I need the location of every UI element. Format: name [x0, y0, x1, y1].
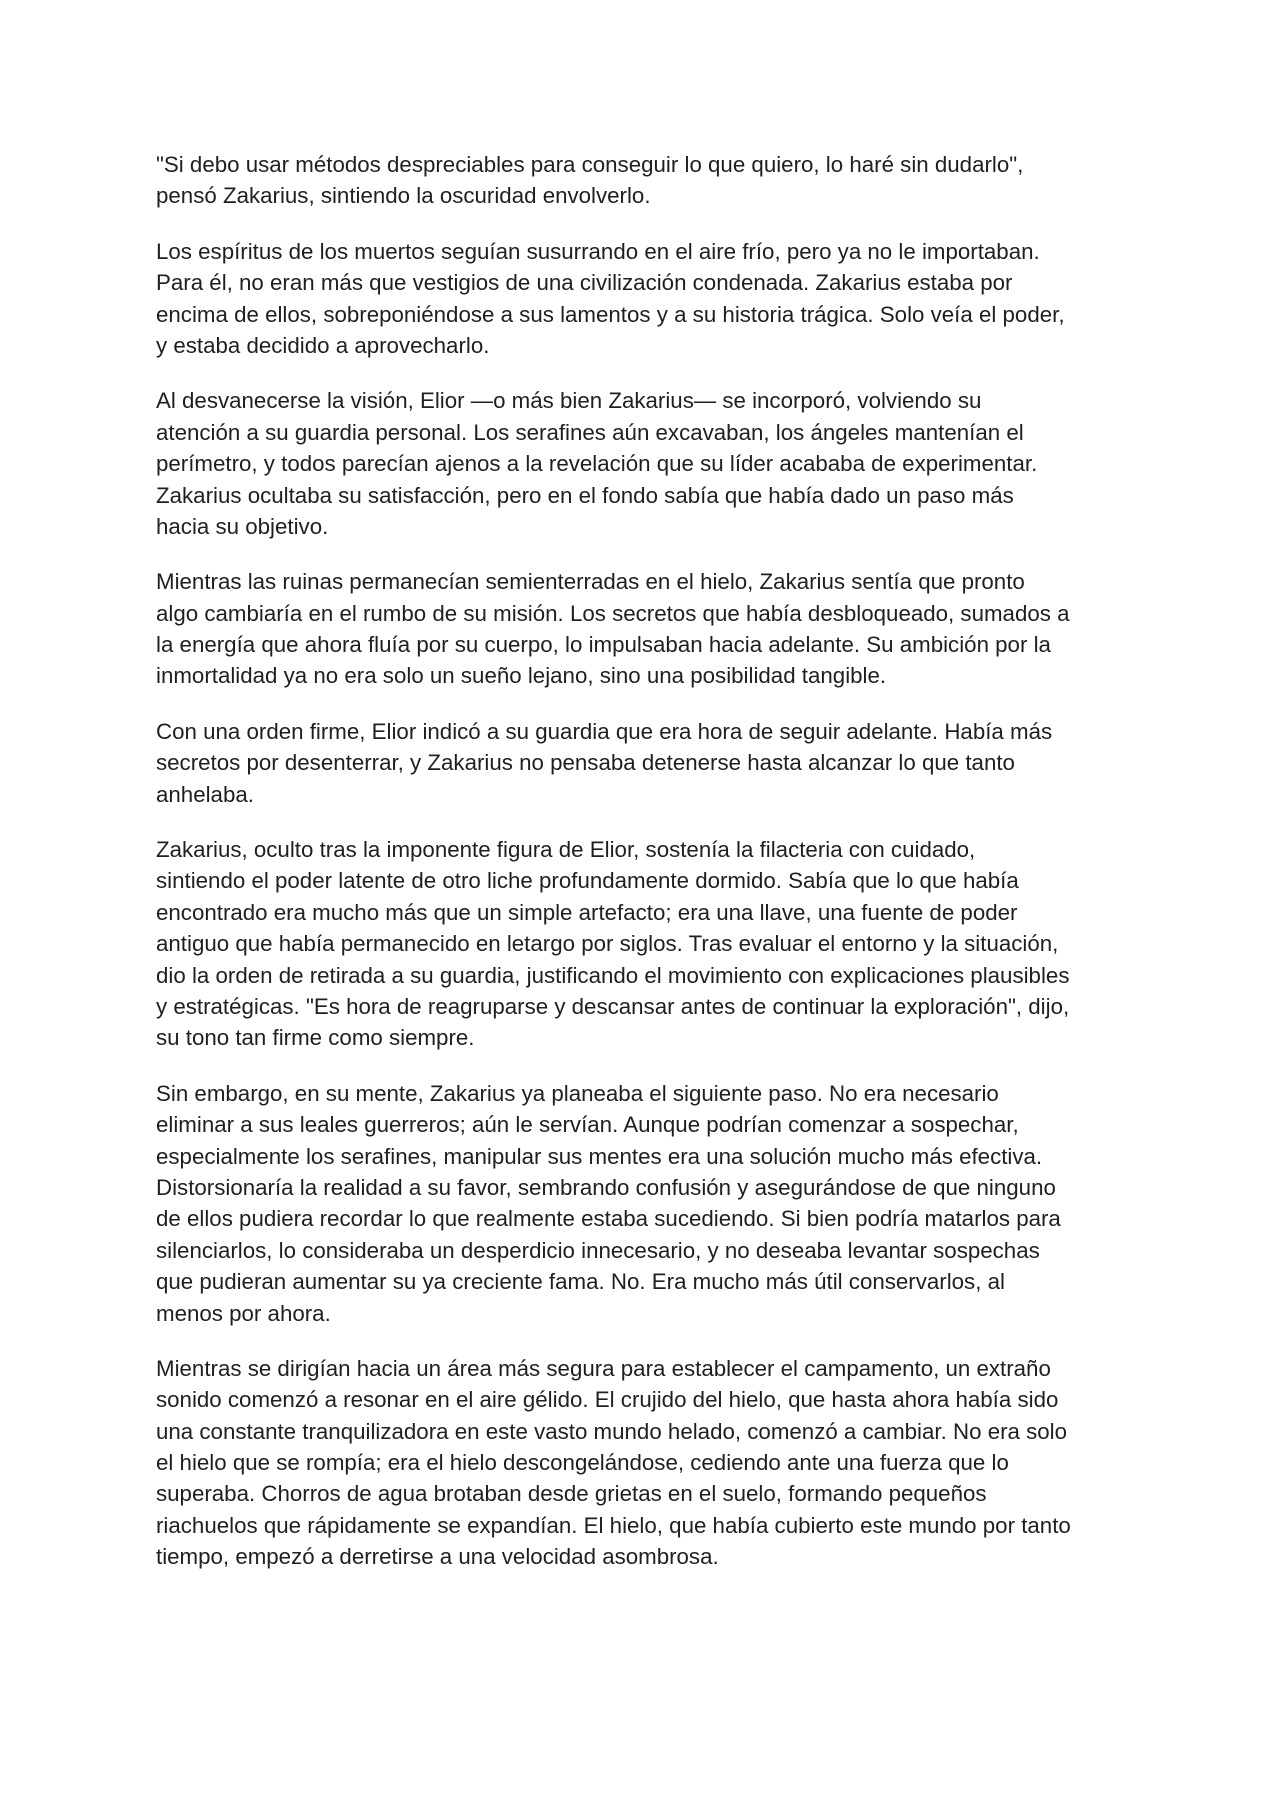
paragraph-2 [156, 236, 1131, 362]
text-line: dio la orden de retirada a su guardia, justificando el movimiento con explicaciones plausibles [156, 962, 1070, 988]
paragraph-1 [156, 149, 1131, 212]
text-line: inmortalidad ya no era solo un sueño lejano, sino una posibilidad tangible. [156, 663, 887, 689]
paragraph-4 [156, 566, 1131, 692]
text-line: algo cambiaría en el rumbo de su misión. Los secretos que había desbloqueado, sumados a [156, 600, 1070, 626]
text-line: el hielo que se rompía; era el hielo descongelándose, cediendo ante una fuerza que lo [156, 1450, 1009, 1476]
text-line: silenciarlos, lo consideraba un desperdicio innecesario, y no deseaba levantar sospechas [156, 1237, 1040, 1263]
text-line: secretos por desenterrar, y Zakarius no pensaba detenerse hasta alcanzar lo que tanto [156, 750, 1015, 776]
text-line: hacia su objetivo. [156, 513, 329, 539]
text-line: Mientras se dirigían hacia un área más segura para establecer el campamento, un extraño [156, 1355, 1051, 1381]
paragraph-7 [156, 1078, 1131, 1329]
text-line: perímetro, y todos parecían ajenos a la revelación que su líder acababa de experimentar. [156, 451, 1038, 477]
text-line: Para él, no eran más que vestigios de una civilización condenada. Zakarius estaba por [156, 270, 1013, 296]
text-line: encima de ellos, sobreponiéndose a sus lamentos y a su historia trágica. Solo veía el poder, [156, 301, 1065, 327]
paragraph-3 [156, 385, 1131, 542]
text-line: su tono tan firme como siempre. [156, 1025, 475, 1051]
text-line: Los espíritus de los muertos seguían susurrando en el aire frío, pero ya no le importaban. [156, 238, 1040, 264]
text-line: riachuelos que rápidamente se expandían. El hielo, que había cubierto este mundo por tanto [156, 1512, 1071, 1538]
paragraph-6 [156, 834, 1131, 1054]
text-line: Zakarius ocultaba su satisfacción, pero en el fondo sabía que había dado un paso más [156, 482, 1014, 508]
text-line: pensó Zakarius, sintiendo la oscuridad envolverlo. [156, 183, 651, 209]
text-line: la energía que ahora fluía por su cuerpo, lo impulsaban hacia adelante. Su ambición por la [156, 632, 1051, 658]
text-line: encontrado era mucho más que un simple artefacto; era una llave, una fuente de poder [156, 899, 1018, 925]
text-line: atención a su guardia personal. Los serafines aún excavaban, los ángeles mantenían el [156, 419, 1024, 445]
paragraph-5 [156, 716, 1131, 810]
text-line: y estaba decidido a aprovecharlo. [156, 332, 490, 358]
document-body [156, 149, 1131, 1573]
text-line: una constante tranquilizadora en este vasto mundo helado, comenzó a cambiar. No era solo [156, 1418, 1068, 1444]
text-line: de ellos pudiera recordar lo que realmente estaba sucediendo. Si bien podría matarlos para [156, 1206, 1061, 1232]
text-line: Al desvanecerse la visión, Elior —o más bien Zakarius— se incorporó, volviendo su [156, 388, 982, 414]
text-line: sonido comenzó a resonar en el aire gélido. El crujido del hielo, que hasta ahora había sido [156, 1387, 1059, 1413]
text-line: Sin embargo, en su mente, Zakarius ya planeaba el siguiente paso. No era necesario [156, 1080, 999, 1106]
paragraph-8 [156, 1353, 1131, 1573]
text-line: especialmente los serafines, manipular sus mentes era una solución mucho más efectiva. [156, 1143, 1043, 1169]
text-line: menos por ahora. [156, 1300, 331, 1326]
text-line: "Si debo usar métodos despreciables para conseguir lo que quiero, lo haré sin dudarlo", [156, 152, 1024, 177]
text-line: y estratégicas. "Es hora de reagruparse y descansar antes de continuar la exploración", dijo, [156, 993, 1070, 1019]
text-line: Mientras las ruinas permanecían semienterradas en el hielo, Zakarius sentía que pronto [156, 569, 1025, 595]
text-line: superaba. Chorros de agua brotaban desde grietas en el suelo, formando pequeños [156, 1481, 987, 1507]
text-line: que pudieran aumentar su ya creciente fama. No. Era mucho más útil conservarlos, al [156, 1269, 1005, 1295]
text-line: sintiendo el poder latente de otro liche profundamente dormido. Sabía que lo que había [156, 868, 1019, 894]
text-line: Distorsionaría la realidad a su favor, sembrando confusión y asegurándose de que ninguno [156, 1174, 1056, 1200]
text-line: antiguo que había permanecido en letargo por siglos. Tras evaluar el entorno y la situación, [156, 931, 1059, 957]
text-line: eliminar a sus leales guerreros; aún le servían. Aunque podrían comenzar a sospechar, [156, 1112, 1019, 1138]
text-line: Con una orden firme, Elior indicó a su guardia que era hora de seguir adelante. Había más [156, 718, 1053, 744]
text-line: Zakarius, oculto tras la imponente figura de Elior, sostenía la filacteria con cuidado, [156, 837, 976, 863]
text-line: anhelaba. [156, 781, 254, 807]
text-line: tiempo, empezó a derretirse a una velocidad asombrosa. [156, 1544, 719, 1570]
